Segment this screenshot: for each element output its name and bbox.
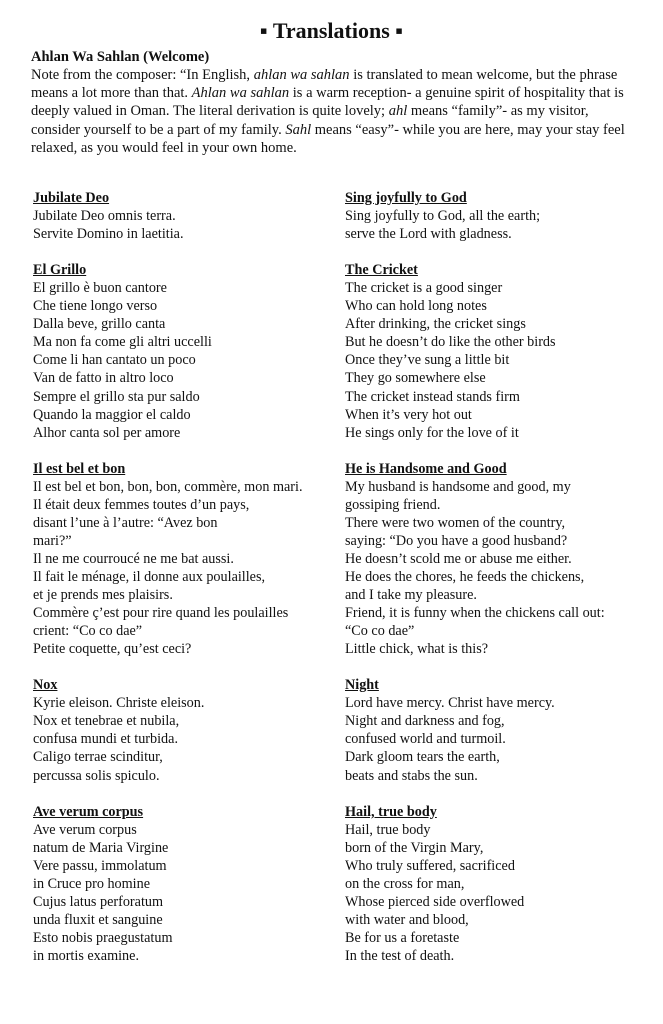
text-line: There were two women of the country, <box>345 514 566 531</box>
text-line: My husband is handsome and good, my <box>345 478 571 495</box>
intro-section <box>31 48 641 157</box>
section-title: El Grillo <box>33 262 87 279</box>
text-line: Alhor canta sol per amore <box>33 424 181 441</box>
text-line: The cricket instead stands firm <box>345 388 520 405</box>
text-line: After drinking, the cricket sings <box>345 316 526 333</box>
text-line: Quando la maggior el caldo <box>33 406 191 423</box>
text-line: Friend, it is funny when the chickens call out: <box>345 605 605 622</box>
text-line: “Co co dae” <box>345 623 415 640</box>
section-title: Nox <box>33 677 58 694</box>
text-section <box>33 460 333 659</box>
text-section <box>345 676 640 784</box>
text-line: Ave verum corpus <box>33 821 137 838</box>
text-line: Cujus latus perforatum <box>33 893 164 910</box>
section-title: The Cricket <box>345 262 418 279</box>
text-line: Vere passu, immolatum <box>33 857 167 874</box>
text-section <box>345 803 640 965</box>
text-line: confusa mundi et turbida. <box>33 731 178 748</box>
section-title: Ave verum corpus <box>33 803 144 820</box>
text-line: Whose pierced side overflowed <box>345 893 525 910</box>
text-line: Sing joyfully to God, all the earth; <box>345 208 541 225</box>
text-line: Sempre el grillo sta pur saldo <box>33 388 200 405</box>
section-title: Hail, true body <box>345 803 437 820</box>
text-line: Esto nobis praegustatum <box>33 929 173 946</box>
text-line: Little chick, what is this? <box>345 641 489 658</box>
text-line: natum de Maria Virgine <box>33 839 169 856</box>
text-line: He does the chores, he feeds the chickens, <box>345 568 585 585</box>
text-line: unda fluxit et sanguine <box>33 911 163 928</box>
section-title: Il est bel et bon <box>33 460 126 477</box>
italic-term: ahlan wa sahlan <box>253 67 350 83</box>
note-text: is translated to mean welcome, but the phrase means a lot more than that. <box>31 67 618 102</box>
section-title: Jubilate Deo <box>33 190 110 206</box>
text-line: Il était deux femmes toutes d’un pays, <box>33 496 250 513</box>
text-line: serve the Lord with gladness. <box>345 226 512 243</box>
text-line: Che tiene longo verso <box>33 298 158 315</box>
text-line: Commère ç’est pour rire quand les poulailles <box>33 605 289 622</box>
text-line: with water and blood, <box>345 911 469 928</box>
text-section <box>33 676 333 784</box>
text-section <box>33 189 333 243</box>
text-line: Il est bel et bon, bon, bon, commère, mon mari. <box>33 478 303 495</box>
text-line: in mortis examine. <box>33 947 139 964</box>
note-text: means “family”- as my visitor, consider yourself to be a part of my family. <box>31 103 589 138</box>
text-line: Caligo terrae scinditur, <box>33 749 163 766</box>
text-line: mari?” <box>33 532 72 549</box>
text-line: Who can hold long notes <box>345 298 487 315</box>
text-line: Il ne me courroucé ne me bat aussi. <box>33 550 234 567</box>
text-line: disant l’une à l’autre: “Avez bon <box>33 514 218 531</box>
text-line: percussa solis spiculo. <box>33 767 160 784</box>
note-text: Note from the composer: “In English, <box>31 67 254 83</box>
section-title: Night <box>345 677 379 694</box>
text-line: When it’s very hot out <box>345 406 472 423</box>
translations-column <box>345 189 640 983</box>
text-line: Il fait le ménage, il donne aux poulailles, <box>33 568 266 585</box>
intro-heading: Ahlan Wa Sahlan (Welcome) <box>31 49 210 65</box>
text-line: Nox et tenebrae et nubila, <box>33 713 180 730</box>
text-line: born of the Virgin Mary, <box>345 839 484 856</box>
composer-note <box>31 66 641 157</box>
text-line: and I take my pleasure. <box>345 587 477 604</box>
text-line: The cricket is a good singer <box>345 280 503 297</box>
text-line: Come li han cantato un poco <box>33 352 196 369</box>
text-line: crient: “Co co dae” <box>33 623 143 640</box>
text-line: Hail, true body <box>345 821 431 838</box>
original-texts-column <box>33 189 333 983</box>
text-line: Ma non fa come gli altri uccelli <box>33 334 212 351</box>
italic-term: ahl <box>388 103 408 120</box>
text-line: saying: “Do you have a good husband? <box>345 532 568 549</box>
text-line: Night and darkness and fog, <box>345 713 505 730</box>
text-section <box>345 189 640 243</box>
text-line: Petite coquette, qu’est ceci? <box>33 641 192 658</box>
page-title: ▪ Translations ▪ <box>259 18 404 43</box>
text-line: Dark gloom tears the earth, <box>345 749 500 766</box>
text-line: They go somewhere else <box>345 370 486 387</box>
italic-term: Ahlan wa sahlan <box>191 85 290 102</box>
section-title: He is Handsome and Good <box>345 460 507 477</box>
text-line: Be for us a foretaste <box>345 929 460 946</box>
note-text: means “easy”- while you are here, may your stay feel relaxed, as you would feel in your own home. <box>31 121 625 156</box>
italic-term: Sahl <box>285 121 312 138</box>
text-line: confused world and turmoil. <box>345 731 506 748</box>
text-line: Who truly suffered, sacrificed <box>345 857 515 874</box>
text-line: But he doesn’t do like the other birds <box>345 334 556 351</box>
text-line: in Cruce pro homine <box>33 875 151 892</box>
text-section <box>345 261 640 441</box>
text-line: gossiping friend. <box>345 496 441 513</box>
text-line: Lord have mercy. Christ have mercy. <box>345 695 555 712</box>
text-section <box>33 803 333 965</box>
text-line: on the cross for man, <box>345 875 465 892</box>
section-title: Sing joyfully to God <box>345 190 467 206</box>
text-line: beats and stabs the sun. <box>345 767 478 784</box>
text-line: Servite Domino in laetitia. <box>33 226 184 243</box>
text-line: Kyrie eleison. Christe eleison. <box>33 695 205 712</box>
note-text: is a warm reception- a genuine spirit of hospitality that is deeply valued in Oman. The literal derivation is quite lovely; <box>31 85 624 120</box>
text-section <box>345 460 640 659</box>
text-line: et je prends mes plaisirs. <box>33 587 173 604</box>
text-line: Once they’ve sung a little bit <box>345 352 510 369</box>
text-line: He doesn’t scold me or abuse me either. <box>345 550 572 567</box>
text-line: El grillo è buon cantore <box>33 280 167 297</box>
text-line: Jubilate Deo omnis terra. <box>33 208 176 225</box>
text-line: In the test of death. <box>345 947 455 964</box>
text-line: Dalla beve, grillo canta <box>33 316 166 333</box>
text-line: He sings only for the love of it <box>345 424 519 441</box>
text-line: Van de fatto in altro loco <box>33 370 174 387</box>
text-section <box>33 261 333 441</box>
